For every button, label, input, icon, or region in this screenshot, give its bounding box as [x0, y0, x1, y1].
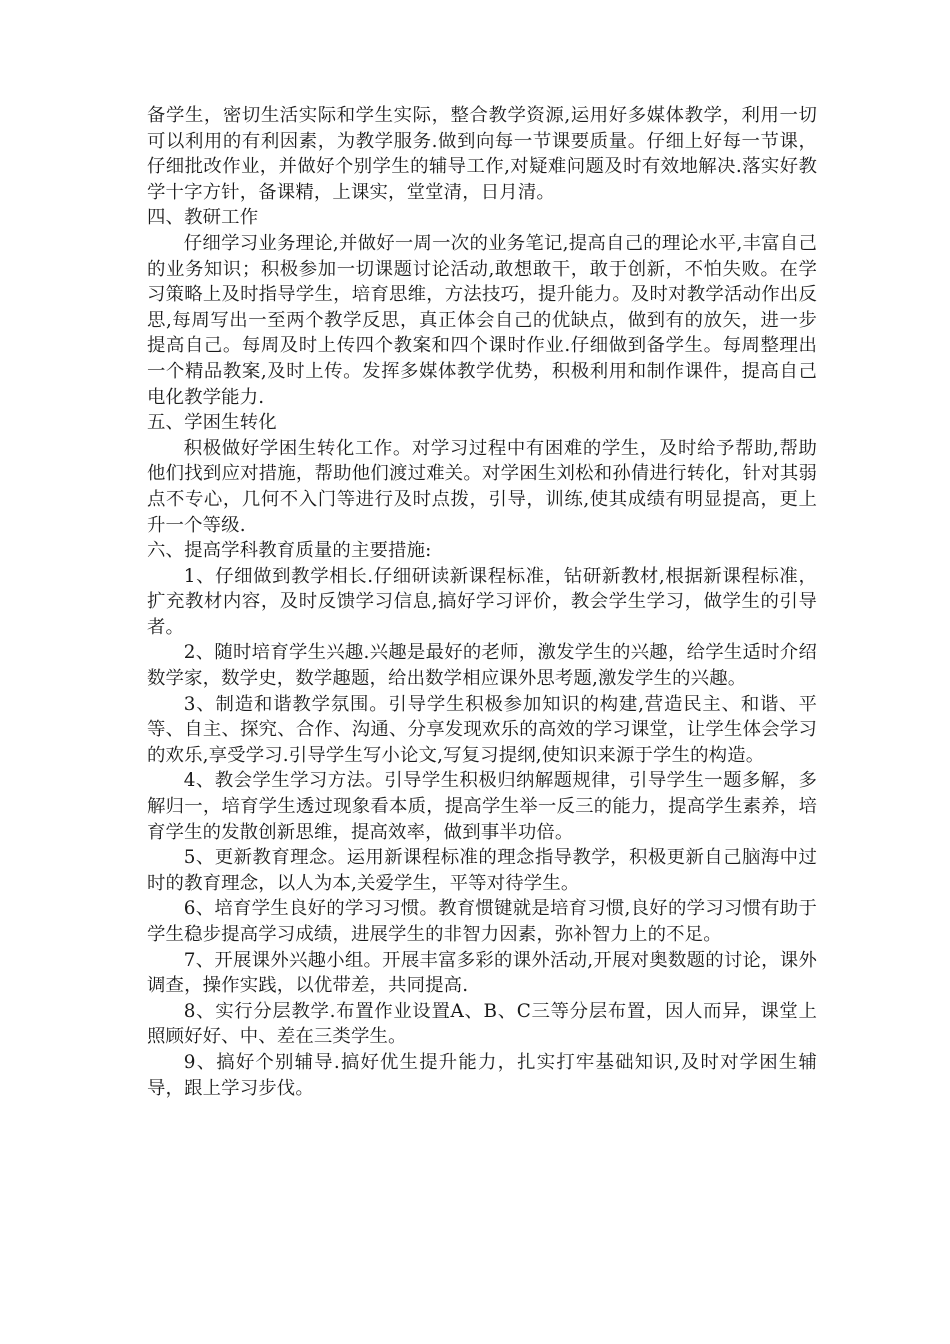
measure-item-6: 6、培育学生良好的学习习惯。教育惯键就是培育习惯,良好的学习习惯有助于学生稳步提高学习成绩，进展学生的非智力因素，弥补智力上的不足。 [147, 898, 817, 945]
measure-item-7: 7、开展课外兴趣小组。开展丰富多彩的课外活动,开展对奥数题的讨论，课外调查，操作实践，以优带差，共同提高. [147, 949, 817, 997]
section-heading-measures: 六、提高学科教育质量的主要措施: [147, 540, 432, 562]
measure-item-8: 8、实行分层教学.布置作业设置A、B、C三等分层布置，因人而异，课堂上照顾好好、中、差在三类学生。 [147, 1000, 817, 1048]
measure-item-2: 2、随时培育学生兴趣.兴趣是最好的老师，激发学生的兴趣，给学生适时介绍数学家，数学史，数学趣题，给出数学相应课外思考题,激发学生的兴趣。 [147, 642, 817, 690]
measure-item-9: 9、搞好个别辅导.搞好优生提升能力，扎实打牢基础知识,及时对学困生辅导，跟上学习步伐。 [147, 1051, 817, 1099]
paragraph-intro: 备学生，密切生活实际和学生实际，整合教学资源,运用好多媒体教学，利用一切可以利用的有利因素，为教学服务.做到向每一节课要质量。仔细上好每一节课，仔细批改作业，并做好个别学生的辅导工作,对疑难问题及时有效地解决.落实好教学十字方针，备课精，上课实，堂堂清，日月清。 [147, 105, 817, 203]
section-heading-research: 四、教研工作 [147, 207, 259, 229]
paragraph-research: 仔细学习业务理论,并做好一周一次的业务笔记,提高自己的理论水平,丰富自己的业务知识；积极参加一切课题讨论活动,敢想敢干，敢于创新，不怕失败。在学习策略上及时指导学生，培育思维，方法技巧，提升能力。及时对教学活动作出反思,每周写出一至两个教学反思，真正体会自己的优缺点，做到有的放矢，进一步提高自己。每周及时上传四个教案和四个课时作业.仔细做到备学生。每周整理出一个精品教案,及时上传。发挥多媒体教学优势，积极利用和制作课件，提高自己电化教学能力. [147, 232, 817, 408]
section-heading-struggling-students: 五、学困生转化 [147, 412, 277, 434]
paragraph-struggling-students: 积极做好学困生转化工作。对学习过程中有困难的学生，及时给予帮助,帮助他们找到应对措施，帮助他们渡过难关。对学困生刘松和孙倩进行转化，针对其弱点不专心，几何不入门等进行及时点拨，引导，训练,使其成绩有明显提高，更上升一个等级. [147, 437, 817, 536]
measure-item-3: 3、制造和谐教学氛围。引导学生积极参加知识的构建,营造民主、和谐、平等、自主、探究、合作、沟通、分享发现欢乐的高效的学习课堂，让学生体会学习的欢乐,享受学习.引导学生写小论文,写复习提纲,使知识来源于学生的构造。 [147, 693, 817, 766]
measure-item-4: 4、教会学生学习方法。引导学生积极归纳解题规律，引导学生一题多解，多解归一，培育学生透过现象看本质，提高学生举一反三的能力，提高学生素养，培育学生的发散创新思维，提高效率，做到事半功倍。 [147, 770, 817, 843]
measure-item-1: 1、仔细做到教学相长.仔细研读新课程标准，钻研新教材,根据新课程标准，扩充教材内容，及时反馈学习信息,搞好学习评价，教会学生学习，做学生的引导者。 [147, 565, 817, 638]
measure-item-5: 5、更新教育理念。运用新课程标准的理念指导教学，积极更新自己脑海中过时的教育理念，以人为本,关爱学生，平等对待学生。 [147, 847, 817, 894]
document-page [147, 103, 817, 1101]
